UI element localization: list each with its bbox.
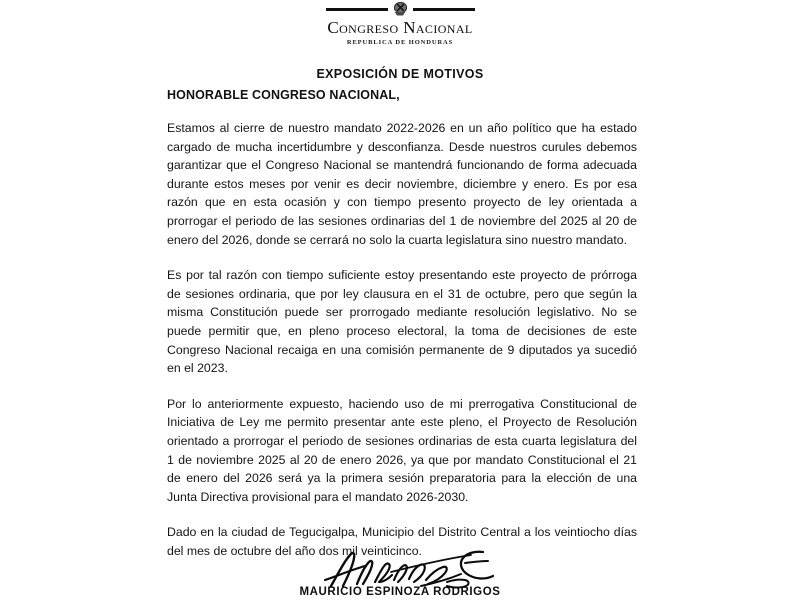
signer-name: MAURICIO ESPINOZA RODRIGOS (299, 586, 501, 598)
crest-row (0, 1, 800, 17)
document-body (167, 88, 637, 560)
salutation: HONORABLE CONGRESO NACIONAL, (167, 88, 400, 102)
paragraph: Estamos al cierre de nuestro mandato 2022-2026 en un año político que ha estado cargado de mucha incertidumbre y desconfianza. Desde nuestros curules debemos garantizar que el Congreso Nacional se mantendrá funcionando de forma adecuada durante estos meses por venir es decir noviembre, diciembre y enero. Es por esa razón que en esta ocasión y con tiempo presento proyecto de ley orientada a prorrogar el periodo de las sesiones ordinarias del 1 de noviembre del 2025 al 20 de enero del 2026, donde se cerrará no solo la cuarta legislatura sino nuestro mandato. (167, 121, 637, 247)
page-title: EXPOSICIÓN DE MOTIVOS (316, 66, 484, 81)
honduras-congress-crest-icon (392, 2, 409, 17)
country-line: REPUBLICA DE HONDURAS (346, 38, 454, 46)
letterhead-rule-right (413, 8, 475, 11)
letterhead-rule-left (326, 8, 388, 11)
paragraph: Por lo anteriormente expuesto, haciendo uso de mi prerrogativa Constitucional de Iniciativa de Ley me permito presentar ante este pleno, el Proyecto de Resolución orientado a prorrogar el periodo de sesiones ordinarias de esta cuarta legislatura del 1 de noviembre 2025 al 20 de enero 2026, ya que por mandato Constitucional el 21 de enero del 2026 será ya la primera sesión preparatoria para la elección de una Junta Directiva provisional para el mandato 2026-2030. (167, 396, 637, 504)
signature-block (0, 548, 800, 598)
paragraph: Dado en la ciudad de Tegucigalpa, Municipio del Distrito Central a los veintiocho días del mes de octubre del año dos mil veinticinco. (167, 525, 637, 558)
institution-name: Congreso Nacional (327, 18, 473, 37)
paragraph: Es por tal razón con tiempo suficiente estoy presentando este proyecto de prórroga de sesiones ordinaria, que por ley clausura en el 31 de octubre, pero que según la misma Constitución puede ser prorrogado mediante resolución legislativo. No se puede permitir que, en pleno proceso electoral, la toma de decisiones de este Congreso Nacional recaiga en una comisión permanente de 9 diputados ya sucedió en el 2023. (167, 268, 637, 376)
letterhead (0, 0, 800, 46)
